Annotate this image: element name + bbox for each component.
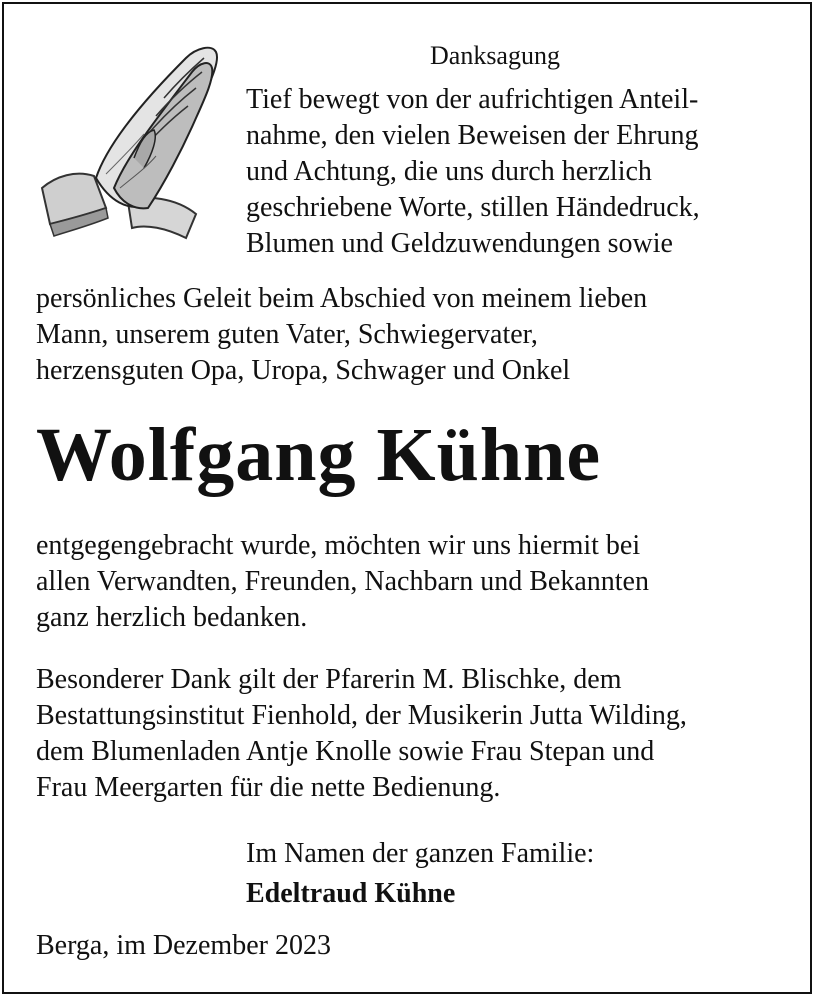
deceased-name: Wolfgang Kühne (36, 413, 602, 497)
thanks-paragraph (36, 528, 649, 636)
signature-name: Edeltraud Kühne (246, 878, 456, 909)
text-line: herzensguten Opa, Uropa, Schwager und Onkel (36, 355, 571, 386)
text-line: Frau Meergarten für die nette Bedienung. (36, 772, 501, 803)
text-line: ganz herzlich bedanken. (36, 602, 308, 633)
intro-paragraph (246, 82, 700, 262)
text-line: und Achtung, die uns durch herzlich (246, 156, 652, 187)
text-line: entgegengebracht wurde, möchten wir uns hiermit bei (36, 530, 641, 561)
text-line: nahme, den vielen Beweisen der Ehrung (246, 120, 699, 151)
praying-hands-icon (36, 38, 224, 248)
text-line: Mann, unserem guten Vater, Schwiegervater, (36, 319, 538, 350)
text-line: Tief bewegt von der aufrichtigen Anteil- (246, 84, 699, 115)
text-line: dem Blumenladen Antje Knolle sowie Frau Stepan und (36, 736, 655, 767)
text-line: Besonderer Dank gilt der Pfarerin M. Blischke, dem (36, 664, 622, 695)
special-thanks-paragraph (36, 662, 687, 806)
signature-intro: Im Namen der ganzen Familie: (246, 838, 595, 869)
notice-heading: Danksagung (430, 41, 560, 70)
text-line: allen Verwandten, Freunden, Nachbarn und Bekannten (36, 566, 649, 597)
place-date: Berga, im Dezember 2023 (36, 930, 331, 961)
intro-continuation (36, 281, 647, 389)
text-line: Bestattungsinstitut Fienhold, der Musikerin Jutta Wilding, (36, 700, 687, 731)
text-line: geschriebene Worte, stillen Händedruck, (246, 192, 700, 223)
text-line: Blumen und Geldzuwendungen sowie (246, 228, 673, 259)
text-line: persönliches Geleit beim Abschied von meinem lieben (36, 283, 648, 314)
